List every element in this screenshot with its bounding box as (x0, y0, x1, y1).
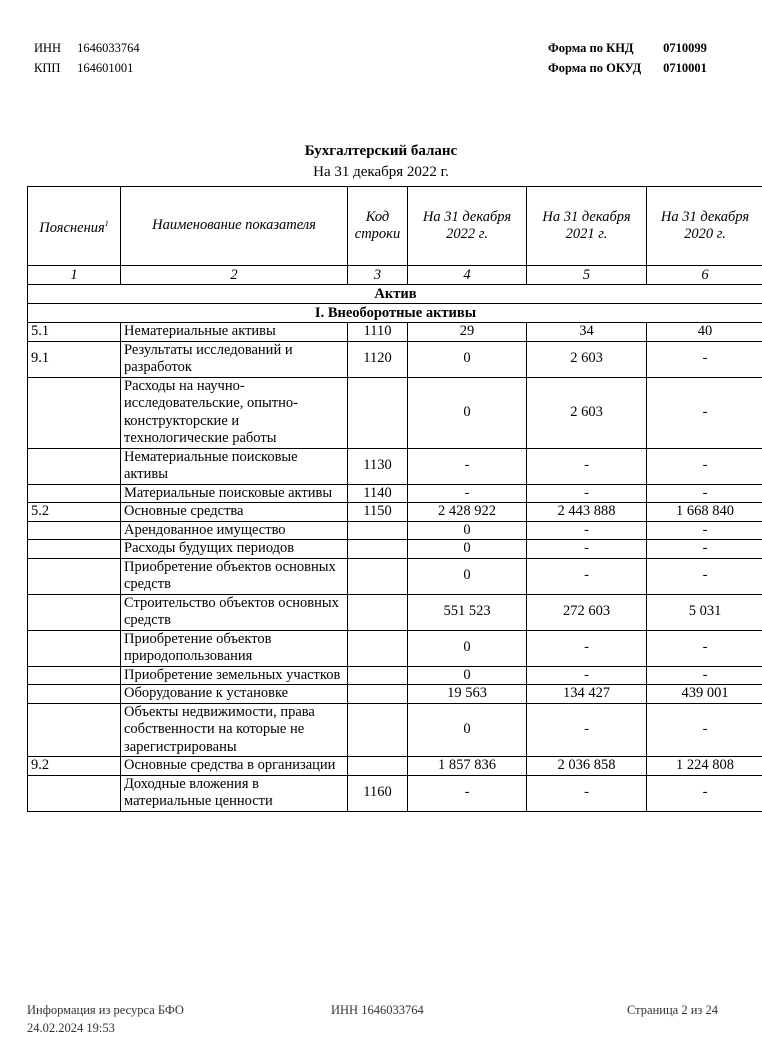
cell-note (28, 775, 121, 811)
cell-value-2022: 0 (408, 540, 527, 559)
balance-table (27, 186, 762, 812)
cell-value-2020: 1 224 808 (647, 757, 762, 776)
cell-value-2021: - (527, 484, 647, 503)
footer-page-number: Страница 2 из 24 (627, 1003, 718, 1017)
cell-value-2022: 0 (408, 341, 527, 377)
table-row (28, 757, 762, 776)
cell-value-2022: - (408, 484, 527, 503)
kpp-line (34, 60, 140, 80)
cell-code: 1130 (348, 448, 408, 484)
footer-left (27, 1001, 184, 1037)
cell-value-2021: - (527, 448, 647, 484)
cell-name: Арендованное имущество (121, 521, 348, 540)
inn-line (34, 40, 140, 60)
table-row (28, 703, 762, 757)
table-row (28, 484, 762, 503)
cell-name: Расходы будущих периодов (121, 540, 348, 559)
cell-code: 1160 (348, 775, 408, 811)
cell-value-2020: 5 031 (647, 594, 762, 630)
cell-value-2022: 0 (408, 521, 527, 540)
cell-note (28, 521, 121, 540)
cell-note (28, 630, 121, 666)
cell-value-2021: 2 036 858 (527, 757, 647, 776)
cell-value-2022: 1 857 836 (408, 757, 527, 776)
cell-value-2020: 439 001 (647, 685, 762, 704)
cell-value-2021: - (527, 540, 647, 559)
cell-value-2021: 272 603 (527, 594, 647, 630)
cell-value-2021: 2 603 (527, 377, 647, 448)
cell-note: 5.1 (28, 323, 121, 342)
cell-value-2021: - (527, 521, 647, 540)
table-row (28, 540, 762, 559)
cell-code: 1140 (348, 484, 408, 503)
table-row (28, 630, 762, 666)
cell-note (28, 685, 121, 704)
cell-value-2021: - (527, 703, 647, 757)
cell-value-2022: 0 (408, 703, 527, 757)
section-title-assets: Актив (28, 285, 762, 304)
cell-name: Основные средства (121, 503, 348, 522)
table-row (28, 323, 762, 342)
cell-name: Основные средства в организации (121, 757, 348, 776)
col-number: 3 (348, 266, 408, 285)
table-row (28, 775, 762, 811)
cell-note (28, 484, 121, 503)
cell-name: Объекты недвижимости, права собственности на которые не зарегистрированы (121, 703, 348, 757)
cell-value-2020: - (647, 521, 762, 540)
section-title-noncurrent: I. Внеоборотные активы (28, 304, 762, 323)
cell-code (348, 377, 408, 448)
cell-name: Доходные вложения в материальные ценности (121, 775, 348, 811)
cell-value-2021: 2 443 888 (527, 503, 647, 522)
cell-value-2020: - (647, 703, 762, 757)
cell-value-2020: - (647, 558, 762, 594)
col-number: 1 (28, 266, 121, 285)
cell-name: Приобретение объектов природопользования (121, 630, 348, 666)
cell-value-2020: - (647, 448, 762, 484)
cell-value-2021: 34 (527, 323, 647, 342)
col-header-name: Наименование показателя (121, 187, 348, 266)
cell-name: Строительство объектов основных средств (121, 594, 348, 630)
okud-value: 0710001 (663, 61, 707, 75)
table-row (28, 594, 762, 630)
cell-note (28, 448, 121, 484)
cell-value-2020: - (647, 377, 762, 448)
col-header-code: Код строки (348, 187, 408, 266)
cell-name: Оборудование к установке (121, 685, 348, 704)
cell-value-2022: 0 (408, 377, 527, 448)
section-row-assets (28, 285, 762, 304)
cell-code (348, 703, 408, 757)
inn-label: ИНН (34, 41, 62, 55)
cell-name: Приобретение объектов основных средств (121, 558, 348, 594)
cell-value-2020: 1 668 840 (647, 503, 762, 522)
table-row (28, 521, 762, 540)
table-row (28, 341, 762, 377)
cell-value-2022: 0 (408, 666, 527, 685)
footer-datetime: 24.02.2024 19:53 (27, 1021, 115, 1035)
okud-label: Форма по ОКУД (548, 61, 642, 75)
cell-value-2021: 134 427 (527, 685, 647, 704)
cell-value-2020: - (647, 540, 762, 559)
knd-value: 0710099 (663, 41, 707, 55)
col-number: 2 (121, 266, 348, 285)
footnote-marker: 1 (104, 218, 109, 228)
cell-value-2022: 29 (408, 323, 527, 342)
okud-line (548, 60, 707, 80)
cell-value-2020: - (647, 630, 762, 666)
footer-inn: ИНН 1646033764 (331, 1003, 424, 1017)
section-row-noncurrent (28, 304, 762, 323)
cell-note: 9.1 (28, 341, 121, 377)
cell-value-2021: - (527, 630, 647, 666)
col-header-2022: На 31 декабря 2022 г. (408, 187, 527, 266)
cell-note: 9.2 (28, 757, 121, 776)
cell-value-2022: 19 563 (408, 685, 527, 704)
cell-value-2021: - (527, 775, 647, 811)
cell-note: 5.2 (28, 503, 121, 522)
cell-code (348, 540, 408, 559)
cell-note (28, 703, 121, 757)
header-left (34, 40, 140, 80)
cell-code (348, 685, 408, 704)
cell-name: Нематериальные поисковые активы (121, 448, 348, 484)
cell-note (28, 666, 121, 685)
cell-value-2022: - (408, 448, 527, 484)
cell-value-2020: - (647, 341, 762, 377)
document-subtitle: На 31 декабря 2022 г. (313, 164, 449, 180)
cell-value-2021: - (527, 558, 647, 594)
col-number: 6 (647, 266, 762, 285)
knd-label: Форма по КНД (548, 41, 634, 55)
inn-value: 1646033764 (77, 41, 140, 55)
column-numbers-row (28, 266, 762, 285)
col-number: 4 (408, 266, 527, 285)
cell-value-2022: 0 (408, 630, 527, 666)
cell-value-2022: - (408, 775, 527, 811)
cell-name: Результаты исследований и разработок (121, 341, 348, 377)
cell-note (28, 540, 121, 559)
kpp-value: 164601001 (77, 61, 134, 75)
cell-code (348, 757, 408, 776)
table-header-row (28, 187, 762, 266)
document-title: Бухгалтерский баланс (304, 143, 458, 159)
col-number: 5 (527, 266, 647, 285)
col-header-note: Пояснения$^1$ (28, 187, 121, 266)
header-right (548, 40, 707, 80)
table-row (28, 448, 762, 484)
table-row (28, 558, 762, 594)
cell-code: 1110 (348, 323, 408, 342)
cell-note (28, 558, 121, 594)
cell-value-2021: 2 603 (527, 341, 647, 377)
cell-code (348, 521, 408, 540)
cell-value-2020: - (647, 775, 762, 811)
kpp-label: КПП (34, 61, 61, 75)
cell-code: 1120 (348, 341, 408, 377)
table-row (28, 685, 762, 704)
cell-value-2020: - (647, 484, 762, 503)
cell-name: Нематериальные активы (121, 323, 348, 342)
cell-value-2020: - (647, 666, 762, 685)
footer-source: Информация из ресурса БФО (27, 1003, 184, 1017)
cell-value-2022: 551 523 (408, 594, 527, 630)
table-row (28, 666, 762, 685)
cell-note (28, 377, 121, 448)
table-row (28, 503, 762, 522)
cell-code (348, 666, 408, 685)
col-header-2021: На 31 декабря 2021 г. (527, 187, 647, 266)
cell-code (348, 630, 408, 666)
cell-code (348, 558, 408, 594)
table-row (28, 377, 762, 448)
cell-note (28, 594, 121, 630)
cell-code: 1150 (348, 503, 408, 522)
cell-value-2022: 0 (408, 558, 527, 594)
cell-code (348, 594, 408, 630)
knd-line (548, 40, 707, 60)
cell-name: Материальные поисковые активы (121, 484, 348, 503)
cell-name: Приобретение земельных участков (121, 666, 348, 685)
col-header-2020: На 31 декабря 2020 г. (647, 187, 762, 266)
cell-value-2021: - (527, 666, 647, 685)
cell-value-2020: 40 (647, 323, 762, 342)
cell-value-2022: 2 428 922 (408, 503, 527, 522)
cell-name: Расходы на научно-исследовательские, опытно-конструкторские и технологические работы (121, 377, 348, 448)
